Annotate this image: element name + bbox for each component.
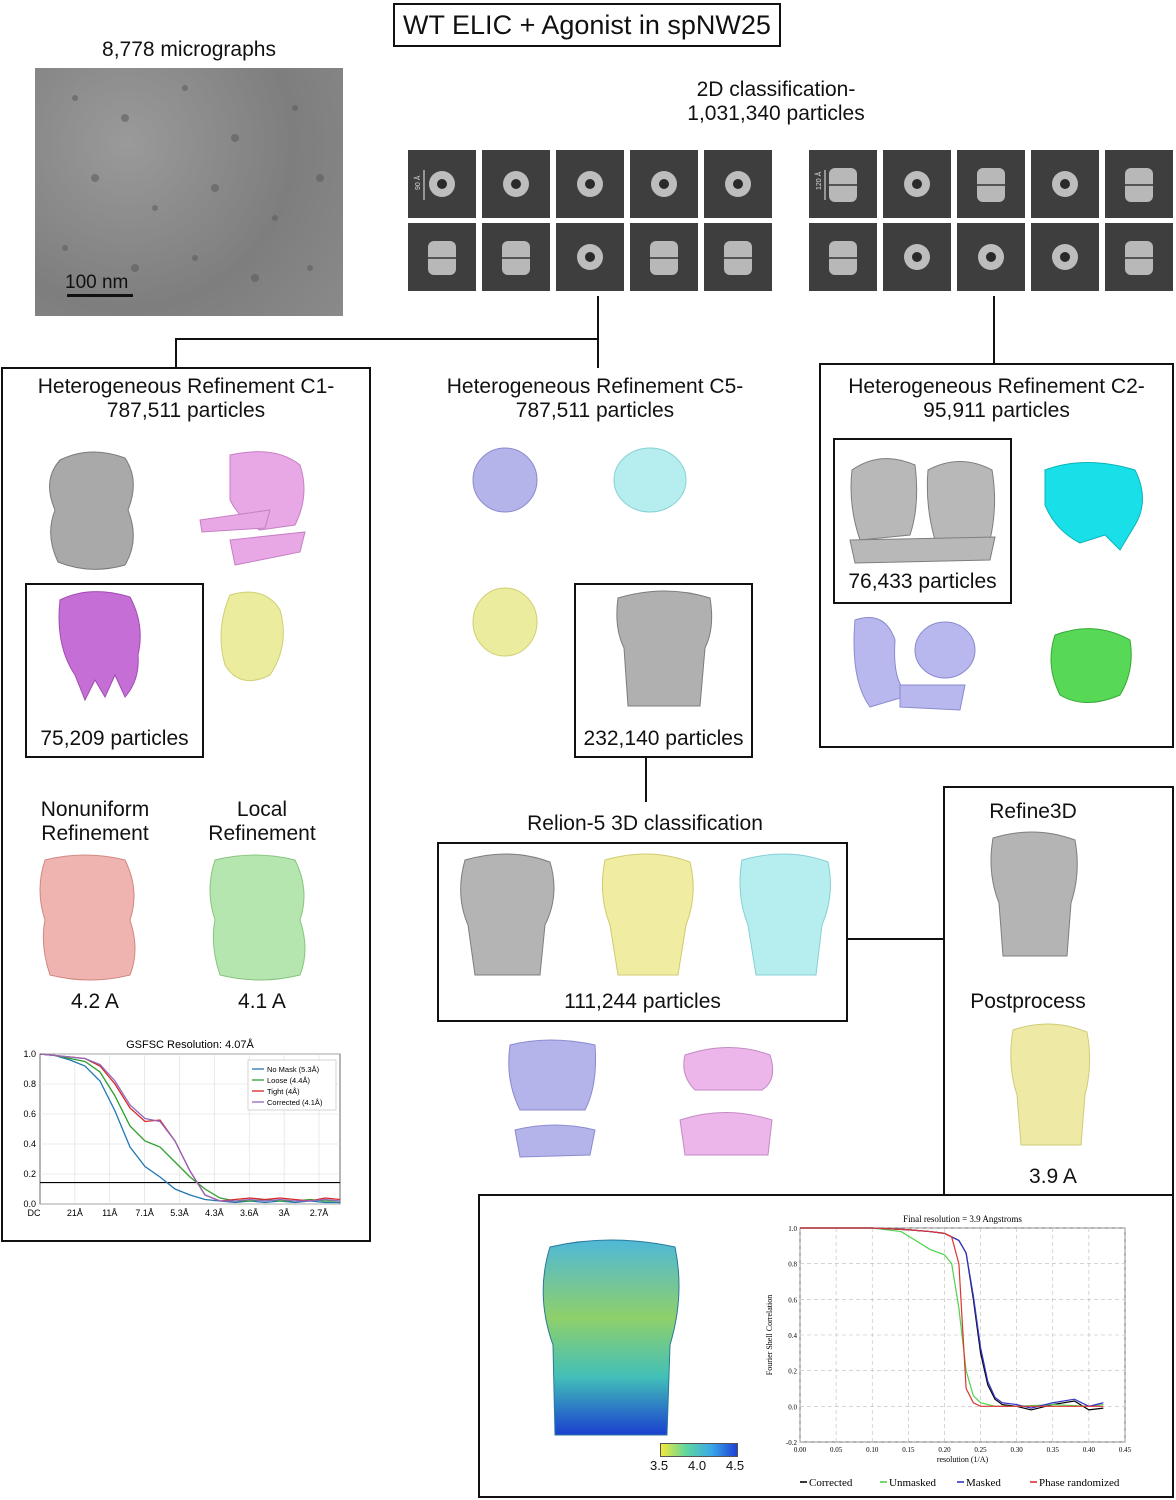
density-map-green (1051, 629, 1131, 703)
relion-selected-label: 111,244 particles (564, 990, 721, 1013)
hetero-c1-title-2: 787,511 particles (106, 399, 266, 422)
class2d-right-class-average (883, 223, 951, 291)
chart-title: GSFSC Resolution: 4.07Å (126, 1039, 254, 1051)
class2d-right-class-average (1031, 223, 1099, 291)
density-map-lightgreen (210, 855, 305, 980)
page-title: WT ELIC + Agonist in spNW25 (403, 10, 771, 40)
y-tick-label: 0.2 (788, 1367, 797, 1376)
y-axis-label: Fourier Shell Correlation (765, 1294, 774, 1376)
particle-pore (986, 252, 996, 262)
class2d-left-class-average (482, 150, 550, 218)
class2d-left-class-average (408, 223, 476, 291)
x-tick-label: 0.10 (866, 1446, 879, 1454)
class2d-right-class-average (809, 223, 877, 291)
x-tick-label: 0.30 (1010, 1446, 1023, 1454)
class2d-right-class-average (809, 150, 877, 218)
y-tick-label: 1.0 (788, 1225, 797, 1233)
density-map-cyan-blob (1045, 463, 1143, 551)
x-tick-label: 4.3Å (205, 1208, 224, 1218)
local-label-2: Refinement (208, 822, 316, 845)
density-map-lavender (473, 448, 537, 512)
res-local: 4.1 A (238, 990, 286, 1013)
class2d-right-class-average (957, 223, 1025, 291)
density-map-lavender-relion (509, 1040, 596, 1157)
legend-label: No Mask (5.3Å) (267, 1065, 320, 1074)
density-map-pink (200, 452, 305, 565)
class2d-left-class-average (630, 223, 698, 291)
x-tick-label: 2.7Å (309, 1208, 329, 1218)
connector (943, 1194, 945, 1196)
local-resolution-map (525, 1235, 695, 1440)
nonuniform-label-2: Refinement (41, 822, 149, 845)
connector (175, 338, 599, 340)
hetero-c2-title-2: 95,911 particles (923, 399, 1070, 422)
legend-label: Loose (4.4Å) (267, 1076, 310, 1085)
legend-label: Masked (966, 1477, 1001, 1489)
y-tick-label: 0.6 (788, 1296, 797, 1305)
class2d-right-class-average (1105, 150, 1173, 218)
x-axis-label: resolution (1/A) (936, 1455, 989, 1464)
density-map-yellow-relion (602, 854, 693, 975)
class2d-left-class-average (704, 223, 772, 291)
y-tick-label: 0.8 (23, 1079, 36, 1089)
gsfsc-chart (12, 1036, 352, 1226)
particle-pore (437, 179, 447, 189)
x-tick-label: 0.45 (1118, 1446, 1132, 1454)
density-map-purple (59, 592, 140, 700)
density-map-lavender-dimer (854, 618, 975, 711)
local-label-1: Local (236, 798, 288, 821)
hetero-c5-selected-label: 232,140 particles (583, 727, 744, 750)
x-tick-label: 5.3Å (170, 1208, 189, 1218)
x-tick-label: 0.25 (974, 1446, 987, 1454)
density-map-gray-c5 (610, 588, 720, 713)
colorbar-tick-2: 4.5 (726, 1458, 745, 1473)
particle-pore (733, 179, 743, 189)
postprocess-res: 3.9 A (1029, 1165, 1077, 1188)
legend-label: Phase randomized (1039, 1477, 1120, 1489)
class2d-right-class-average (1105, 223, 1173, 291)
class2d-right-class-average (883, 150, 951, 218)
class2d-label-1: 2D classification- (696, 78, 856, 101)
x-tick-label: 11Å (102, 1208, 118, 1218)
density-map-cyan (614, 448, 686, 512)
particle-pore (659, 179, 669, 189)
y-tick-label: -0.2 (785, 1439, 797, 1447)
x-tick-label: 3Å (278, 1208, 290, 1218)
x-tick-label: 0.05 (829, 1446, 843, 1454)
particle-pore (1060, 179, 1070, 189)
hetero-c1-selected-label: 75,209 particles (40, 727, 189, 750)
density-map-gray (50, 452, 134, 569)
chart-title: Final resolution = 3.9 Angstroms (903, 1214, 1022, 1224)
particle-pore (912, 252, 922, 262)
particle-pore (585, 252, 595, 262)
class2d-left-class-average (704, 150, 772, 218)
connector (993, 296, 995, 364)
y-tick-label: 0.8 (788, 1260, 797, 1269)
x-tick-label: 0.15 (902, 1446, 915, 1454)
x-tick-label: 0.20 (938, 1446, 951, 1454)
y-tick-label: 0.0 (788, 1403, 797, 1412)
class-scale-label: 120 Å (816, 171, 823, 190)
class2d-right-class-average (1031, 150, 1099, 218)
class2d-left-class-average (408, 150, 476, 218)
density-map-gray-refine3d (985, 828, 1085, 963)
y-tick-label: 0.4 (23, 1139, 36, 1149)
particle-pore (511, 179, 521, 189)
colorbar (660, 1443, 738, 1457)
density-map-yellow (221, 592, 283, 680)
class2d-left-class-average (556, 223, 624, 291)
connector (848, 938, 944, 940)
y-tick-label: 0.2 (23, 1169, 36, 1179)
hetero-c5-title-1: Heterogeneous Refinement C5- (446, 375, 744, 398)
particle-pore (585, 179, 595, 189)
colorbar-tick-0: 3.5 (650, 1458, 669, 1473)
particle-pore (1060, 252, 1070, 262)
hetero-c5-title-2: 787,511 particles (515, 399, 675, 422)
x-tick-label: 21Å (66, 1208, 83, 1218)
hetero-c1-maps-row3 (30, 850, 350, 990)
density-map-gray-dimer (850, 459, 995, 563)
density-map-salmon (40, 855, 135, 980)
nonuniform-label-1: Nonuniform (40, 798, 150, 821)
class2d-left-class-average (630, 150, 698, 218)
density-map-cyan-relion (740, 854, 830, 975)
postprocess-title: Postprocess (970, 990, 1086, 1013)
refine3d-title: Refine3D (989, 800, 1077, 823)
res-nonuniform: 4.2 A (71, 990, 119, 1013)
density-map-gray-relion (461, 854, 554, 975)
density-map-pink-relion (680, 1048, 773, 1156)
micrograph-image (35, 68, 343, 316)
y-tick-label: 0.4 (788, 1332, 797, 1340)
legend-label: Corrected (809, 1477, 853, 1489)
density-map-yellow-small (473, 588, 537, 656)
final-fsc-chart (762, 1210, 1142, 1492)
scalebar-line (67, 294, 133, 297)
relion-title: Relion-5 3D classification (527, 812, 763, 835)
class2d-left-class-average (482, 223, 550, 291)
class2d-label-2: 1,031,340 particles (687, 102, 865, 125)
legend-label: Unmasked (889, 1477, 937, 1489)
y-tick-label: 0.0 (23, 1199, 36, 1209)
x-tick-label: 7.1Å (135, 1208, 154, 1218)
hetero-c1-title-1: Heterogeneous Refinement C1- (37, 375, 335, 398)
colorbar-tick-1: 4.0 (688, 1458, 707, 1473)
class2d-left-class-average (556, 150, 624, 218)
relion-maps (450, 850, 840, 985)
density-map-yellow-postprocess (1005, 1020, 1095, 1150)
y-tick-label: 0.6 (23, 1109, 36, 1119)
particle-pore (912, 179, 922, 189)
connector (597, 296, 599, 368)
relion-discarded-maps (500, 1035, 790, 1165)
x-tick-label: 0.00 (793, 1446, 807, 1454)
legend-label: Tight (4Å) (267, 1087, 300, 1096)
x-tick-label: 3.6Å (239, 1208, 259, 1218)
hetero-c2-selected-label: 76,433 particles (848, 570, 997, 593)
scalebar-label: 100 nm (65, 272, 129, 293)
connector (175, 338, 177, 368)
connector (645, 757, 647, 802)
legend-label: Corrected (4.1Å) (267, 1098, 323, 1107)
hetero-c1-maps-row2 (40, 585, 350, 715)
micrographs-label: 8,778 micrographs (102, 38, 276, 61)
x-tick-label: 0.35 (1046, 1446, 1059, 1454)
hetero-c2-title-1: Heterogeneous Refinement C2- (848, 375, 1145, 398)
hetero-c1-maps-row1 (30, 440, 350, 580)
x-tick-label: DC (27, 1208, 41, 1218)
x-tick-label: 0.40 (1082, 1446, 1096, 1454)
class2d-right-class-average (957, 150, 1025, 218)
y-tick-label: 1.0 (23, 1049, 36, 1059)
class-scale-label: 90 Å (415, 175, 422, 190)
